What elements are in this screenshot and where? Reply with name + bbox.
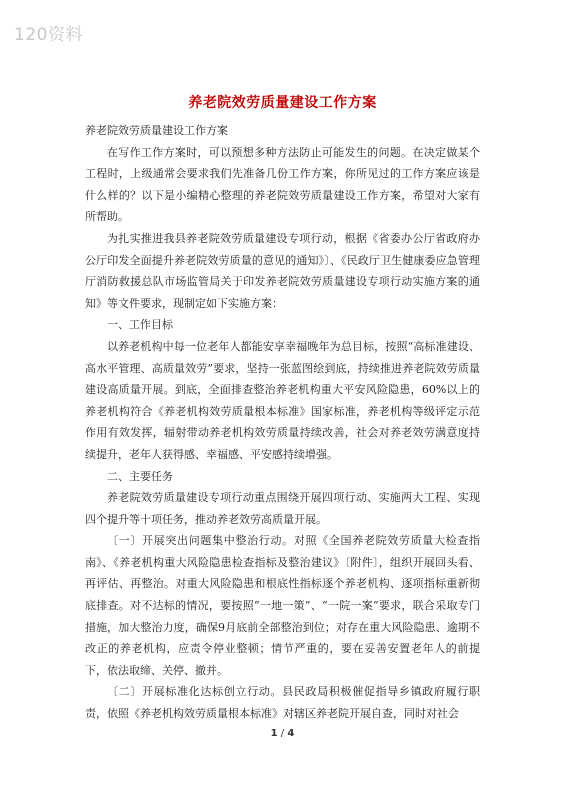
paragraph-basis: 为扎实推进我县养老院效劳质量建设专项行动，根据《省委办公厅省政府办公厅印发全面提升养老院效劳质量的意见的通知》〕、《民政厅卫生健康委应急管理厅消防救援总队市场监管局关于印发养老院效劳质量建设专项行动实施方案的通知》等文件要求，现制定如下实施方案：	[85, 231, 480, 310]
watermark-logo: 120资料	[14, 25, 83, 45]
page-number	[85, 728, 480, 739]
paragraph-task-2: 〔二〕开展标准化达标创立行动。县民政局积极催促指导乡镇政府履行职责，依照《养老机构效劳质量根本标准》对辖区养老院开展自查，同时对社会	[85, 685, 480, 721]
section-heading-tasks: 二、主要任务	[107, 469, 173, 483]
page-total: 4	[287, 728, 295, 739]
document-title: 养老院效劳质量建设工作方案	[188, 95, 377, 111]
paragraph-intro: 在写作工作方案时，可以预想多种方法防止可能发生的问题。在决定做某个工程时，上级通常会要求我们先准备几份工作方案，你所见过的工作方案应该是什么样的？以下是小编精心整理的养老院效劳质量建设工作方案，希望对大家有所帮助。	[85, 145, 480, 224]
paragraph-tasks-overview: 养老院效劳质量建设专项行动重点围绕开展四项行动、实施两大工程、实现四个提升等十项任务，推动养老效劳高质量开展。	[85, 491, 480, 526]
document-body	[85, 120, 480, 725]
paragraph-task-1: 〔一〕开展突出问题集中整治行动。对照《全国养老院效劳质量大检查指南》、《养老机构重大风险隐患检查指标及整治建议》〔附件〕，组织开展回头看、再评估、再整治。对重大风险隐患和根底性指标逐个养老机构、逐项指标重新彻底排查。对不达标的情况，要按照“一地一策”、“一院一案”要求，联合采取专门措施，加大整治力度，确保9月底前全部整治到位；对存在重大风险隐患、逾期不改正的养老机构，应责令停业整顿；情节严重的，要在妥善安置老年人的前提下，依法取缔、关停、撤并。	[85, 534, 480, 677]
page-separator: /	[277, 728, 288, 739]
page-current: 1	[270, 728, 278, 739]
paragraph-goals: 以养老机构中每一位老年人都能安享幸福晚年为总目标，按照“高标准建设、高水平管理、高质量效劳”要求，坚持一张蓝图绘到底，持续推进养老院效劳质量建设高质量开展。到底，全面排查整治养老机构重大平安风险隐患，60%以上的养老机构符合《养老机构效劳质量根本标准》国家标准，养老机构等级评定示范作用有效发挥，辐射带动养老机构效劳质量持续改善，社会对养老效劳满意度持续提升，老年人获得感、幸福感、平安感持续增强。	[85, 339, 480, 461]
document-page	[85, 0, 480, 800]
section-heading-goals: 一、工作目标	[107, 318, 173, 332]
document-subtitle: 养老院效劳质量建设工作方案	[85, 124, 228, 137]
